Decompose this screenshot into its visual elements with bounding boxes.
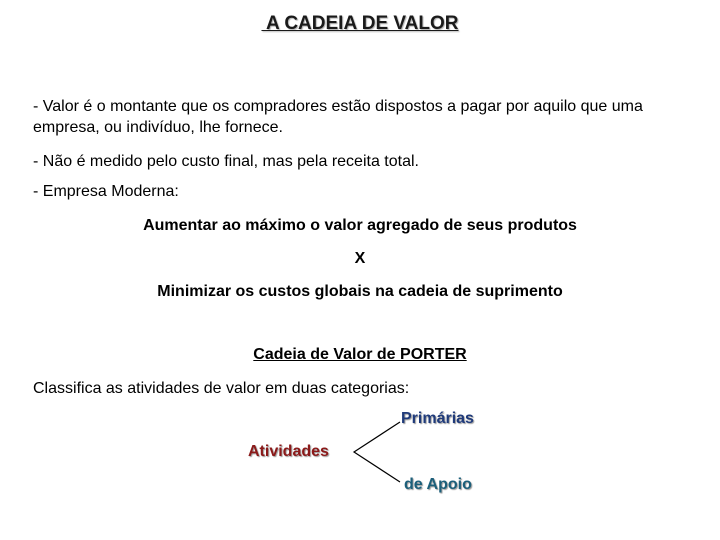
branch-lines <box>354 422 400 482</box>
value-definition: - Valor é o montante que os compradores estão dispostos a pagar por aquilo que uma empresa, ou indivíduo, lhe fornece. <box>33 98 643 136</box>
minimize-cost-goal: Minimizar os custos globais na cadeia de suprimento <box>157 283 563 300</box>
diagram-branch-support: de Apoio <box>404 476 472 493</box>
versus-mark: X <box>354 250 366 267</box>
maximize-value-goal: Aumentar ao máximo o valor agregado de seus produtos <box>143 217 577 234</box>
measurement-note: - Não é medido pelo custo final, mas pela receita total. <box>33 153 419 170</box>
porter-description: Classifica as atividades de valor em duas categorias: <box>33 380 410 397</box>
diagram-branch-primary: Primárias <box>401 410 474 427</box>
modern-company-label: - Empresa Moderna: <box>33 183 179 200</box>
slide-title: A CADEIA DE VALOR <box>261 13 459 34</box>
diagram-root-activities: Atividades <box>248 443 329 460</box>
porter-heading: Cadeia de Valor de PORTER <box>253 346 467 363</box>
